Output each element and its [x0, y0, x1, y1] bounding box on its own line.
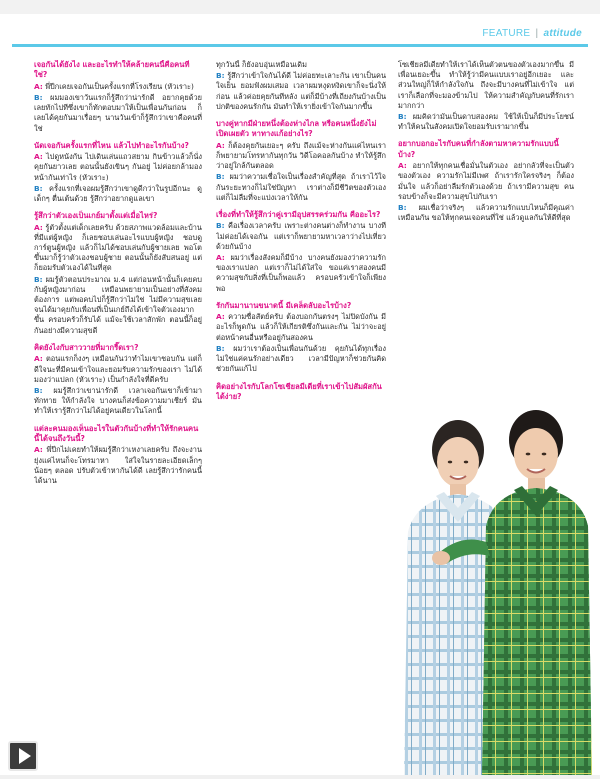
answer-lead: A: [216, 140, 225, 150]
question: เรื่องที่ทำให้รู้สึกว่าคู่เรามีอุปสรรคร่วมกัน คืออะไร? [216, 210, 381, 220]
qa-block [398, 139, 574, 223]
page-bottom-edge [0, 775, 600, 779]
answer-text: คือเรื่องเวลาครับ เพราะต่างคนต่างก็ทำงาน บางทีไม่ค่อยได้เจอกัน แต่เราก็พยายามหาเวลาว่างไปเที่ยวด้วยกันบ้าง [216, 221, 386, 251]
answer-text: ผมคิดว่ามันเป็นดาบสองคม ใช้ให้เป็นก็มีประโยชน์ ทำให้คนในสังคมเปิดใจยอมรับเรามากขึ้น [398, 112, 574, 132]
answer [216, 60, 386, 70]
answer-text: ไปดูหนังกัน ไปเดินเล่นแถวสยาม กินข้าวแล้วก็นั่งคุยกันยาวเลย ตอนนั้นยังเขินๆ กันอยู่ ไม่ค่อยกล้ามองหน้ากันเท่าไร (หัวเราะ) [34, 152, 202, 182]
answer-text: ก็ต้องคุยกันเยอะๆ ครับ ถึงแม้จะห่างกันแค่ไหนเราก็พยายามโทรหากันทุกวัน วิดีโอคอลกันบ้าง ทำให้รู้สึกว่าอยู่ใกล้กันตลอด [216, 140, 386, 171]
column-2 [216, 60, 386, 700]
answer [34, 152, 202, 183]
column-1 [34, 60, 202, 760]
answer-text: ความซื่อสัตย์ครับ ต้องบอกกันตรงๆ ไม่ปิดบังกัน มีอะไรก็พูดกัน แล้วก็ให้เกียรติซึ่งกันและกัน ไม่ว่าจะอยู่ต่อหน้าคนอื่นหรืออยู่กันสองคน [216, 312, 386, 342]
qa-block [216, 60, 386, 112]
answer [398, 112, 574, 132]
answer-lead: A: [34, 354, 43, 364]
answer-text: ครั้งแรกที่เจอผมรู้สึกว่าเขาดูดีกว่าในรูปอีกนะ ดูเด็กๆ ตื่นเต้นด้วย รู้สึกว่าอยากดูแลเขา [34, 183, 202, 204]
answer-text: พี่ปีกเคยเจอกันเป็นครั้งแรกที่โรงเรียน (หัวเราะ) [45, 81, 194, 91]
answer-text: โซเชียลมีเดียทำให้เราได้เห็นตัวตนของตัวเองมากขึ้น มีเพื่อนเยอะขึ้น ทำให้รู้ว่ามีคนแบบเราอยู่อีกเยอะ และส่วนใหญ่ก็ให้กำลังใจกัน ถึงจะมีบางคนที่ไม่เข้าใจ แต่เราก็เลือกที่จะมองข้ามไป ให้ความสำคัญกับคนที่รักเรามากกว่า [398, 60, 574, 110]
answer-text: พี่ปีกไม่เคยทำให้ผมรู้สึกว่าเหงาเลยครับ ถึงจะงานยุ่งแค่ไหนก็จะโทรมาหา ใส่ใจในรายละเอียดเล็กๆ น้อยๆ ตลอด ปรับตัวเข้าหากันได้ดี เลยรู้สึกว่ารักคนนี้ได้นาน [34, 445, 202, 485]
answer [398, 60, 574, 111]
answer [216, 344, 386, 375]
answer-lead: B: [34, 274, 43, 284]
subsection-label: attitude [543, 28, 582, 39]
answer-lead: B: [398, 112, 407, 122]
answer-text: ผมมองเขาวันแรกก็รู้สึกว่าน่ารักดี อยากคุยด้วย เลยทักไปทีซึ่งเขาก็ทักตอบมาให้เป็นเพื่อนกันก่อน ก็เลยได้คุยกันมาเรื่อยๆ นานวันเข้าก็รู้สึกว่าเขาคือคนที่ใช่ [34, 93, 202, 133]
answer-text: ผมว่าความเชื่อใจเป็นเรื่องสำคัญที่สุด ถ้าเราไว้ใจกันระยะทางก็ไม่ใช่ปัญหา เราต่างก็มีชีวิตของตัวเอง แต่ก็ไม่ลืมที่จะแบ่งเวลาให้กัน [216, 172, 386, 202]
answer-lead: A: [34, 152, 43, 162]
play-icon[interactable] [8, 741, 38, 771]
answer [216, 141, 386, 172]
answer-text: รู้ตัวตั้งแต่เด็กเลยครับ ด้วยสภาพแวดล้อมและบ้านที่มีแต่ผู้หญิง ก็เลยชอบเล่นอะไรแบบผู้หญิง ชอบดูการ์ตูนผู้หญิง แล้วก็ไม่ได้ชอบเล่นกับผู้ชายเลย พอโตขึ้นมาก็รู้ว่าตัวเองชอบผู้ชาย ตอนนั้นก็ยังสับสนอยู่ แต่ก็ยอมรับตัวเองได้ในที่สุด [34, 222, 202, 273]
answer-text: ผมรู้สึกว่าเขาน่ารักดี เวลาเจอกันเขาก็เข้ามาทักทาย ให้กำลังใจ บางคนก็ส่งข้อความมาเชียร์ มันทำให้เรารู้สึกว่าไม่ได้อยู่คนเดียวในโลกนี้ [34, 385, 202, 416]
qa-block [216, 119, 386, 203]
section-separator: | [535, 28, 539, 39]
section-tag [482, 26, 582, 42]
answer-lead: B: [398, 203, 407, 213]
answer-text: ผมว่าเราต้องเป็นเพื่อนกันด้วย คุยกันได้ทุกเรื่อง ไม่ใช่แค่คนรักอย่างเดียว เวลามีปัญหาก็ช่วยกันคิด ช่วยกันแก้ไป [216, 343, 386, 374]
answer-lead: A: [216, 253, 225, 263]
answer-lead: B: [216, 343, 225, 353]
qa-block [216, 382, 386, 403]
answer-lead: A: [398, 161, 407, 171]
answer-lead: A: [34, 445, 43, 455]
question: รักกันมานานขนาดนี้ มีเคล็ดลับอะไรบ้าง? [216, 300, 352, 310]
question: เจอกันได้ยังไง และอะไรทำให้คล้ายคนนี้คือคนที่ใช่? [34, 60, 190, 80]
answer-lead: A: [34, 222, 43, 232]
qa-block [34, 343, 202, 417]
answer-lead: B: [216, 221, 225, 231]
answer-text: รู้สึกว่าเข้าใจกันได้ดี ไม่ค่อยทะเลาะกัน เขาเป็นคนใจเย็น ยอมฟังผมเสมอ เวลาผมหงุดหงิดเขาก็จะนิ่งให้ก่อน แล้วค่อยคุยกันทีหลัง แต่ก็มีบ้างที่เถียงกันบ้างเป็นปกติของคนรักกัน มันทำให้เรายิ่งเข้าใจกันมากขึ้น [216, 71, 386, 111]
column-3 [398, 60, 574, 380]
answer-text: ผมว่าเรื่องสังคมก็มีบ้าง บางคนยังมองว่าความรักของเราแปลก แต่เราก็ไม่ได้ใส่ใจ ขอแค่เราสองคนมีความสุขกับสิ่งที่เป็นก็พอแล้ว ครอบครัวเข้าใจก็เพียงพอ [216, 253, 386, 293]
answer [34, 184, 202, 204]
answer [216, 312, 386, 343]
question: บางคู่หากมีฝ่ายหนึ่งต้องห่างไกล หรือคนหนึ่งยังไม่เปิดเผยตัว หาทางแก้อย่างไร? [216, 119, 377, 139]
answer-text: ผมรู้ตัวตอนประมาณ ม.4 แต่ก่อนหน้านั้นก็เคยคบกับผู้หญิงมาก่อน เหมือนพยายามเป็นอย่างที่สังคมต้องการ แต่พอคบไปก็รู้สึกว่าไม่ใช่ ไม่มีความสุขเลย จนได้มาคุยกับเพื่อนที่เป็นเกย์ถึงได้เข้าใจตัวเองมากขึ้น ครอบครัวก็รับได้ แม้จะใช้เวลาสักพัก ตอนนี้ก็อยู่กันอย่างมีความสุขดี [34, 274, 202, 335]
answer-lead: B: [34, 183, 43, 193]
question: นัดเจอกันครั้งแรกที่ไหน แล้วไปทำอะไรกันบ้าง? [34, 140, 189, 150]
play-triangle [19, 748, 31, 764]
qa-block [34, 424, 202, 487]
answer [34, 82, 202, 92]
header-bar [0, 0, 600, 14]
qa-block [34, 60, 202, 134]
qa-block [34, 211, 202, 336]
answer-lead: A: [34, 81, 43, 91]
answer-lead: B: [34, 93, 43, 103]
answer [34, 386, 202, 417]
answer [216, 253, 386, 294]
answer-lead: B: [216, 172, 225, 182]
answer-text: อยากให้ทุกคนเชื่อมั่นในตัวเอง อย่ากลัวที่จะเป็นตัวของตัวเอง ความรักไม่มีเพศ ถ้าเรารักใครจริงๆ ก็ต้องมั่นใจ แล้วก็อย่าลืมรักตัวเองด้วย ถ้าเรามีความสุข คนรอบข้างก็จะมีความสุขไปกับเรา [398, 161, 574, 201]
qa-block [216, 301, 386, 375]
answer [398, 161, 574, 202]
answer-text: ผมเชื่อว่าจริงๆ แล้วความรักแบบไหนก็มีคุณค่าเหมือนกัน ขอให้ทุกคนเจอคนที่ใช่ แล้วดูแลกันให้ดีที่สุด [398, 203, 574, 223]
answer [34, 275, 202, 336]
answer-text: ทุกวันนี้ ก็ยังอบอุ่นเหมือนเดิม [216, 60, 307, 69]
answer [34, 93, 202, 134]
qa-block [398, 60, 574, 132]
question: แต่ละคนมองเห็นอะไรในตัวกันบ้างที่ทำให้รักคนคนนี้ได้จนถึงวันนี้? [34, 423, 199, 443]
section-label: FEATURE [482, 28, 531, 39]
answer [216, 71, 386, 112]
answer [398, 203, 574, 223]
answer-lead: B: [34, 385, 43, 395]
question: รู้สึกว่าตัวเองเป็นเกย์มาตั้งแต่เมื่อไหร่? [34, 211, 158, 221]
couple-photo [386, 392, 600, 779]
answer-lead: B: [216, 71, 225, 81]
question: คิดอย่างไรกับโลกโซเชียลมีเดียที่เราเข้าไปสัมผัสกันได้ง่าย? [216, 381, 382, 401]
answer [34, 223, 202, 274]
question: คิดยังไงกับสาววายที่มากรี๊ดเรา? [34, 342, 139, 352]
answer [34, 445, 202, 486]
answer [216, 172, 386, 203]
answer-text: ตอนแรกก็งงๆ เหมือนกันว่าทำไมเขาชอบกัน แต่ก็ดีใจนะที่มีคนเข้าใจและยอมรับความรักของเรา ไม่ได้มองว่าแปลก (หัวเราะ) เป็นกำลังใจที่ดีครับ [34, 354, 202, 384]
question: อยากบอกอะไรกับคนที่กำลังตามหาความรักแบบนี้บ้าง? [398, 139, 559, 159]
qa-block [34, 141, 202, 204]
answer-lead: A: [216, 312, 225, 322]
answer [34, 354, 202, 385]
answer [216, 221, 386, 252]
qa-block [216, 210, 386, 294]
header-rule [12, 44, 588, 47]
